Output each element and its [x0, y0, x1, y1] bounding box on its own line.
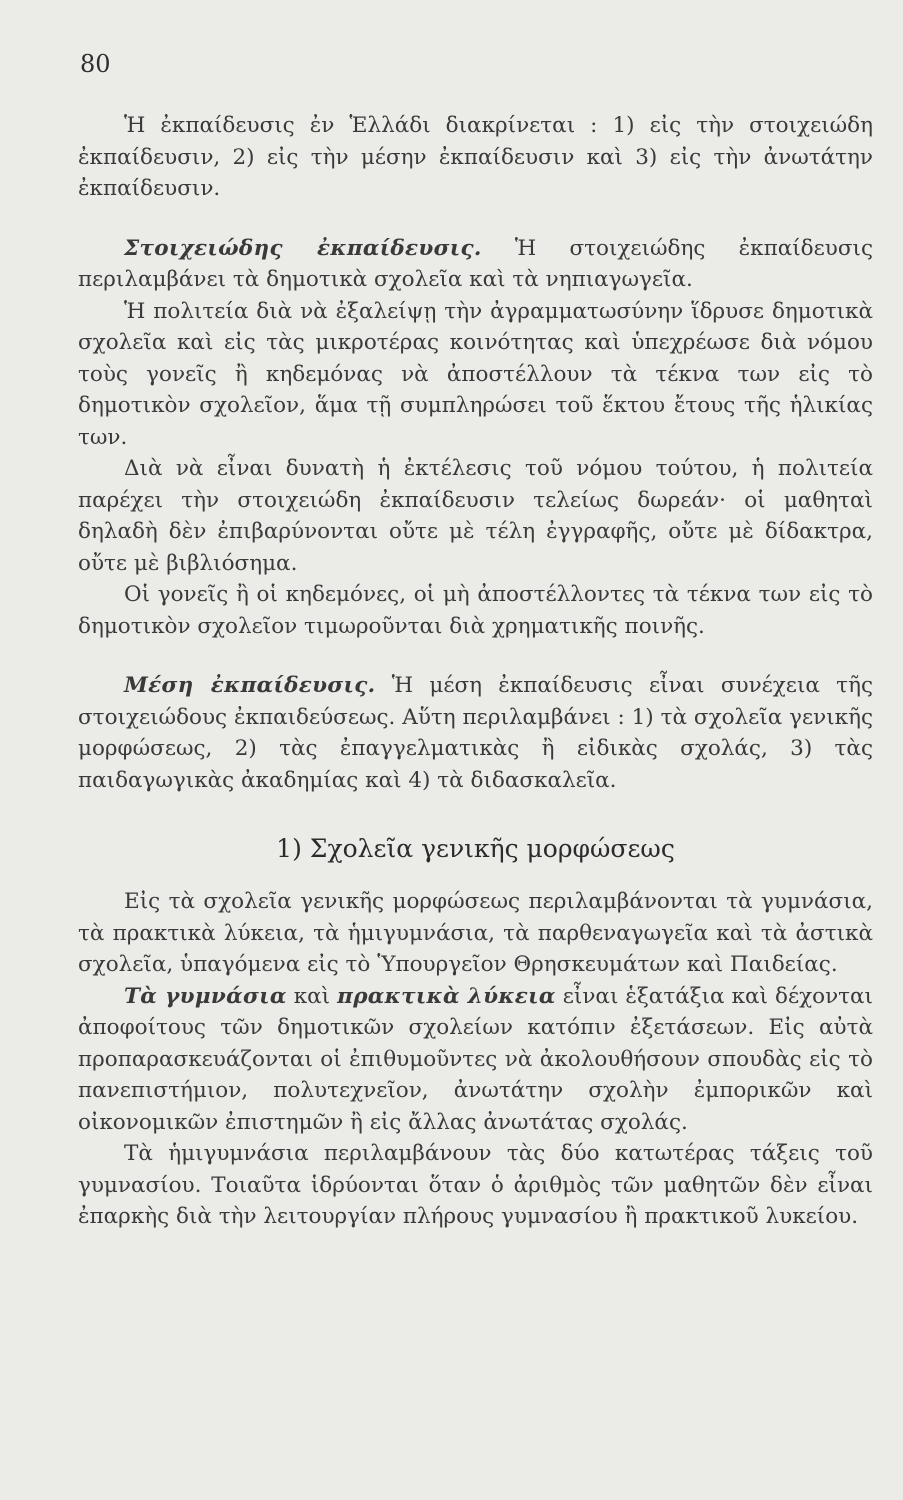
lyceum-term: πρακτικὰ λύκεια — [337, 983, 556, 1009]
gymnasia-text: εἶναι ἑξατάξια καὶ δέχονται ἀποφοίτους τῶν δημοτικῶν σχολείων κατόπιν ἐξετάσεων. Εἰς αὐτὰ προπαρασκευάζονται οἱ ἐπιθυμοῦντες νὰ ἀκολουθήσουν σπουδὰς εἰς τὸ πανεπιστήμιον, πολυτεχνεῖον, ἀνωτάτην σχολὴν ἐμπορικῶν καὶ οἰκονομικῶν ἐπιστημῶν ἢ εἰς ἄλλας ἀνωτάτας σχολάς. — [78, 983, 873, 1135]
elementary-education-heading: Στοιχειώδης ἐκπαίδευσις. — [124, 235, 482, 261]
secondary-education-heading: Μέση ἐκπαίδευσις. — [124, 673, 376, 698]
free-education-paragraph: Διὰ νὰ εἶναι δυνατὴ ἡ ἐκτέλεσις τοῦ νόμου τούτου, ἡ πολιτεία παρέχει τὴν στοιχειώδη ἐκπαίδευσιν τελείως δωρεάν· οἱ μαθηταὶ δηλαδὴ δὲν ἐπιβαρύνονται οὔτε μὲ τέλη ἐγγραφῆς, οὔτε μὲ δίδακτρα, οὔτε μὲ βιβλιόσημα. — [78, 456, 873, 576]
penalty-paragraph: Οἱ γονεῖς ἢ οἱ κηδεμόνες, οἱ μὴ ἀποστέλλοντες τὰ τέκνα των εἰς τὸ δημοτικὸν σχολεῖον τιμωροῦνται διὰ χρηματικῆς ποινῆς. — [78, 582, 873, 639]
elementary-education-text: Ἡ στοιχειώδης ἐκπαίδευσις περιλαμβάνει τὰ δημοτικὰ σχολεῖα καὶ τὰ νηπιαγωγεῖα. — [78, 235, 873, 292]
state-schools-paragraph: Ἡ πολιτεία διὰ νὰ ἐξαλείψῃ τὴν ἀγραμματωσύνην ἵδρυσε δημοτικὰ σχολεῖα καὶ εἰς τὰς μικροτέρας κοινότητας καὶ ὑπεχρέωσε διὰ νόμου τοὺς γονεῖς ἢ κηδεμόνας νὰ ἀποστέλλουν τὰ τέκνα των εἰς τὸ δημοτικὸν σχολεῖον, ἅμα τῇ συμπληρώσει τοῦ ἕκτου ἔτους τῆς ἡλικίας των. — [78, 298, 873, 450]
secondary-education-text: Ἡ μέση ἐκπαίδευσις εἶναι συνέχεια τῆς στοιχειώδους ἐκπαιδεύσεως. Αὕτη περιλαμβάνει : 1) τὰ σχολεῖα γενικῆς μορφώσεως, 2) τὰς ἐπαγγελματικὰς ἢ εἰδικὰς σχολάς, 3) τὰς παιδαγωγικὰς ἀκαδημίας καὶ 4) τὰ διδασκαλεῖα. — [78, 673, 874, 793]
gymnasia-term: Τὰ γυμνάσια — [124, 983, 287, 1009]
section-heading: 1) Σχολεῖα γενικῆς μορφώσεως — [276, 834, 675, 863]
semi-gymnasia-paragraph: Τὰ ἡμιγυμνάσια περιλαμβάνουν τὰς δύο κατωτέρας τάξεις τοῦ γυμνασίου. Τοιαῦτα ἱδρύονται ὅταν ὁ ἀριθμὸς τῶν μαθητῶν δὲν εἶναι ἐπαρκὴς διὰ τὴν λειτουργίαν πλήρους γυμνασίου ἢ πρακτικοῦ λυκείου. — [78, 1141, 873, 1229]
elementary-education-paragraph — [78, 233, 873, 296]
gymnasia-conjunction: καὶ — [286, 983, 338, 1009]
gymnasia-paragraph — [78, 981, 873, 1139]
intro-paragraph: Ἡ ἐκπαίδευσις ἐν Ἑλλάδι διακρίνεται : 1) εἰς τὴν στοιχειώδη ἐκπαίδευσιν, 2) εἰς τὴν μέσην ἐκπαίδευσιν καὶ 3) εἰς τὴν ἀνωτάτην ἐκπαίδευσιν. — [78, 113, 873, 201]
general-schools-paragraph: Εἰς τὰ σχολεῖα γενικῆς μορφώσεως περιλαμβάνονται τὰ γυμνάσια, τὰ πρακτικὰ λύκεια, τὰ ἡμιγυμνάσια, τὰ παρθεναγωγεῖα καὶ τὰ ἀστικὰ σχολεῖα, ὑπαγόμενα εἰς τὸ Ὑπουργεῖον Θρησκευμάτων καὶ Παιδείας. — [78, 889, 873, 977]
page-body — [78, 110, 873, 1233]
secondary-education-paragraph — [78, 670, 873, 796]
page-number: 80 — [80, 50, 111, 78]
